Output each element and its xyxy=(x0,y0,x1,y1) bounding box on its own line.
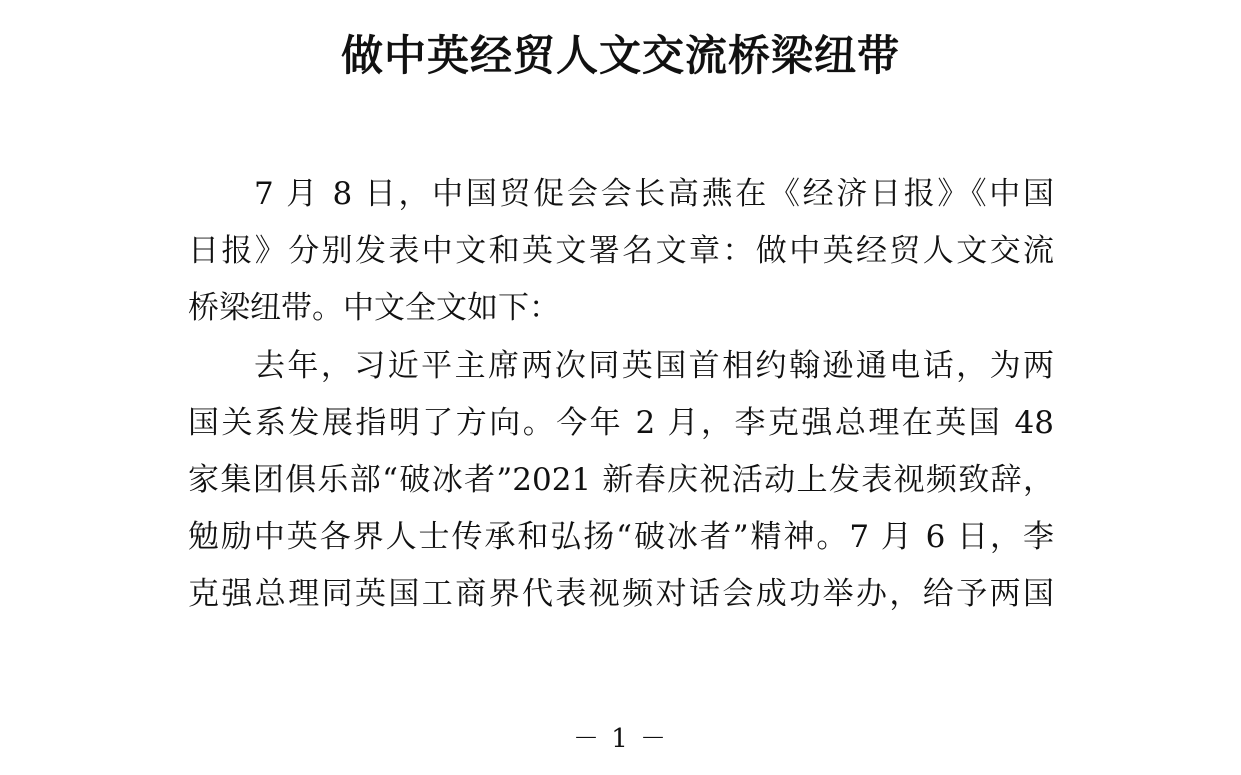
paragraph-1-line-1: 7 月 8 日，中国贸促会会长高燕在《经济日报》《中国 xyxy=(254,176,1054,212)
document-body xyxy=(188,166,1054,624)
paragraph-1-line-2: 日报》分别发表中文和英文署名文章：做中英经贸人文交流 xyxy=(188,233,1054,270)
paragraph-2-line-2: 国关系发展指明了方向。今年 2 月，李克强总理在英国 48 xyxy=(188,404,1054,441)
page-number: － 1 － xyxy=(572,724,669,754)
paragraph-2-line-3: 家集团俱乐部“破冰者”2021 新春庆祝活动上发表视频致辞， xyxy=(188,461,1054,498)
paragraph-1-line-3: 桥梁纽带。中文全文如下： xyxy=(188,290,560,327)
paragraph-2-line-4: 勉励中英各界人士传承和弘扬“破冰者”精神。7 月 6 日，李 xyxy=(188,519,1054,556)
paragraph-2-line-5: 克强总理同英国工商界代表视频对话会成功举办，给予两国 xyxy=(188,576,1054,613)
document-title: 做中英经贸人文交流桥梁纽带 xyxy=(340,31,900,80)
paragraph-2-line-1: 去年，习近平主席两次同英国首相约翰逊通电话，为两 xyxy=(254,347,1054,384)
